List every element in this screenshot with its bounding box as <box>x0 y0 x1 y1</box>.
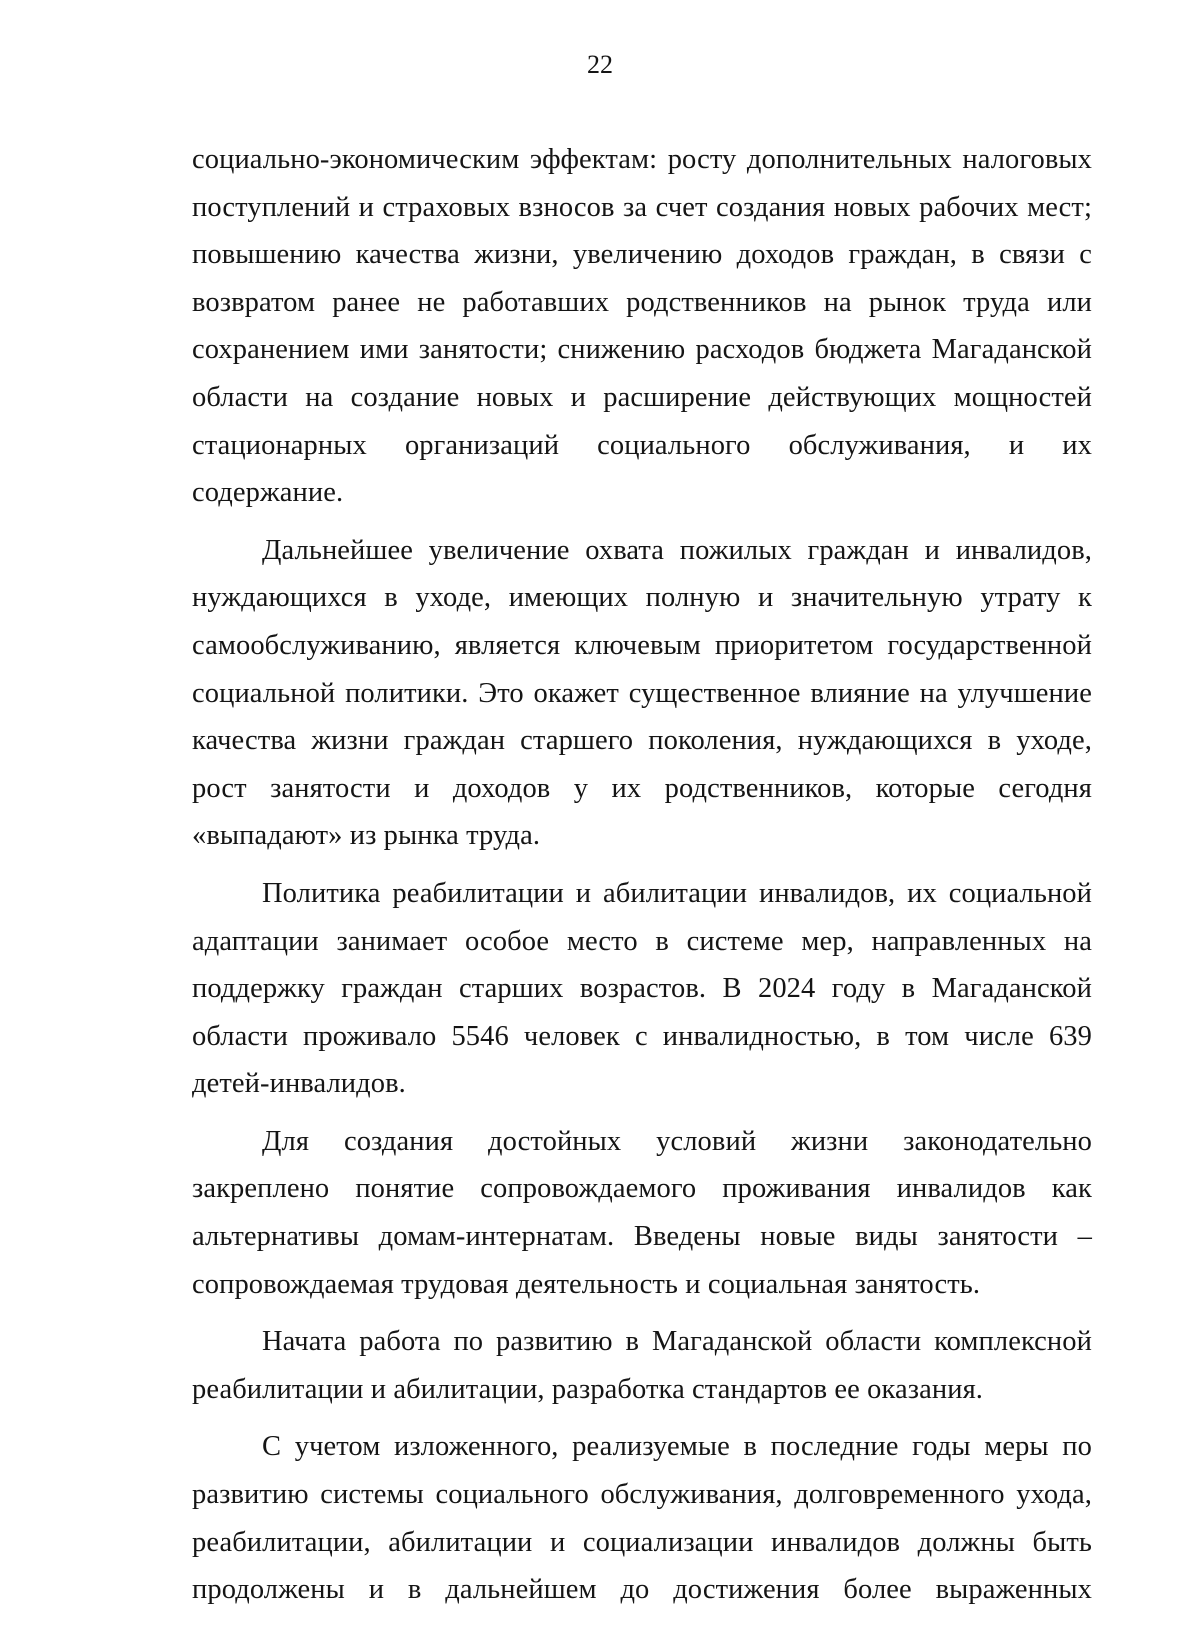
paragraph-complex-rehabilitation: Начата работа по развитию в Магаданской области комплексной реабилитации и абилитации, разработка стандартов ее оказания. <box>192 1326 1092 1405</box>
document-body <box>192 136 1092 1614</box>
paragraph-socioeconomic-effects: социально-экономическим эффектам: росту дополнительных налоговых поступлений и страховых взносов за счет создания новых рабочих мест; повышению качества жизни, увеличению доходов граждан, в связи с возвратом ранее не работавших родственников на рынок труда или сохранением ими занятости; снижению расходов бюджета Магаданской области на создание новых и расширение действующих мощностей стационарных организаций социального обслуживания, и их содержание. <box>192 144 1092 509</box>
page-number: 22 <box>587 50 613 79</box>
paragraph-supported-living: Для создания достойных условий жизни законодательно закреплено понятие сопровождаемого проживания инвалидов как альтернативы домам-интернатам. Введены новые виды занятости – сопровождаемая трудовая деятельность и социальная занятость. <box>192 1125 1092 1300</box>
paragraph-rehabilitation-policy: Политика реабилитации и абилитации инвалидов, их социальной адаптации занимает особое место в системе мер, направленных на поддержку граждан старших возрастов. В 2024 году в Магаданской области проживало 5546 человек с инвалидностью, в том числе 639 детей-инвалидов. <box>192 877 1092 1100</box>
paragraph-conclusion: С учетом изложенного, реализуемые в последние годы меры по развитию системы социального обслуживания, долговременного ухода, реабилитации, абилитации и социализации инвалидов должны быть продолжены и в дальнейшем до достижения более выраженных <box>192 1431 1092 1606</box>
paragraph-care-coverage: Дальнейшее увеличение охвата пожилых граждан и инвалидов, нуждающихся в уходе, имеющих полную и значительную утрату к самообслуживанию, является ключевым приоритетом государственной социальной политики. Это окажет существенное влияние на улучшение качества жизни граждан старшего поколения, нуждающихся в уходе, рост занятости и доходов у их родственников, которые сегодня «выпадают» из рынка труда. <box>192 534 1092 852</box>
